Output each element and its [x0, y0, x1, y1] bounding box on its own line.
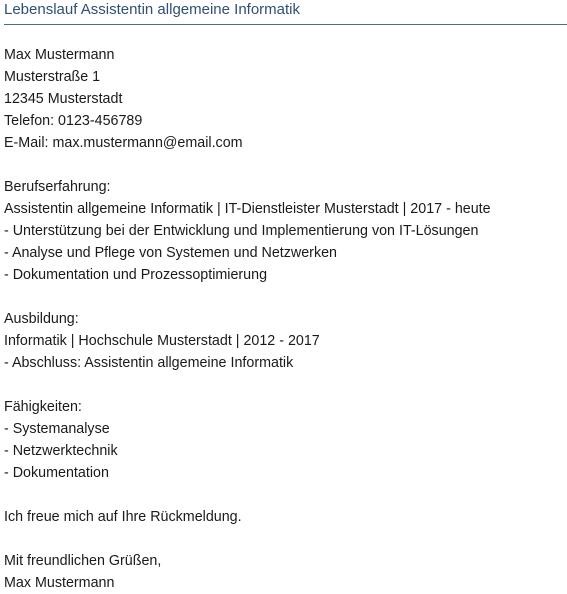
education-item: - Abschluss: Assistentin allgemeine Informatik: [4, 355, 294, 371]
education-entry: Informatik | Hochschule Musterstadt | 2012 - 2017: [4, 333, 320, 349]
contact-phone: Telefon: 0123-456789: [4, 113, 143, 129]
skills-section: [4, 396, 564, 484]
experience-item: - Dokumentation und Prozessoptimierung: [4, 267, 268, 283]
skills-item: - Netzwerktechnik: [4, 443, 118, 459]
spacer: [4, 374, 564, 396]
education-heading: Ausbildung:: [4, 311, 79, 327]
spacer: [4, 484, 564, 506]
skills-item: - Dokumentation: [4, 465, 109, 481]
closing-greeting: Mit freundlichen Grüßen,: [4, 553, 162, 569]
spacer: [4, 528, 564, 550]
experience-section: [4, 176, 564, 286]
skills-heading: Fähigkeiten:: [4, 399, 82, 415]
spacer: [4, 154, 564, 176]
document-header: [4, 0, 567, 25]
skills-item: - Systemanalyse: [4, 421, 110, 437]
spacer: [4, 286, 564, 308]
experience-heading: Berufserfahrung:: [4, 179, 111, 195]
experience-item: - Analyse und Pflege von Systemen und Netzwerken: [4, 245, 337, 261]
closing-signature: Max Mustermann: [4, 575, 115, 591]
contact-name: Max Mustermann: [4, 47, 115, 63]
experience-position: Assistentin allgemeine Informatik | IT-Dienstleister Musterstadt | 2017 - heute: [4, 201, 491, 217]
document-body: [4, 44, 564, 594]
closing-message: Ich freue mich auf Ihre Rückmeldung.: [4, 509, 242, 525]
contact-email: E-Mail: max.mustermann@email.com: [4, 135, 243, 151]
contact-street: Musterstraße 1: [4, 69, 101, 85]
education-section: [4, 308, 564, 374]
closing-section: [4, 506, 564, 594]
experience-item: - Unterstützung bei der Entwicklung und Implementierung von IT-Lösungen: [4, 223, 479, 239]
contact-city: 12345 Musterstadt: [4, 91, 123, 107]
document-title: Lebenslauf Assistentin allgemeine Informatik: [4, 1, 301, 18]
contact-block: [4, 44, 564, 154]
